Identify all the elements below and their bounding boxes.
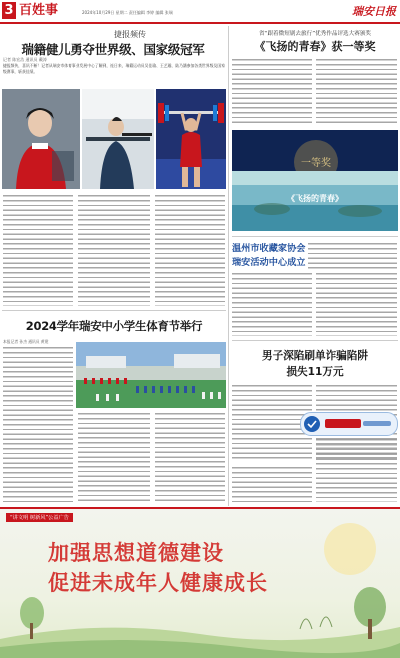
stage-award-text: 一等奖 (301, 158, 331, 169)
story3-body-col2 (316, 58, 397, 126)
story3-kicker: 省“跟着微短剧去旅行”优秀作品评选大赛颁奖 (258, 31, 372, 37)
story5-body-col3 (232, 466, 312, 502)
story2-byline: 本报记者 孙杰 通讯员 黄建 (3, 339, 49, 344)
story2-body-col1 (3, 346, 73, 502)
drama-title-caption: 《飞扬的青春》 (287, 193, 343, 203)
story1-kicker: 捷报频传 (114, 30, 146, 39)
photo-weightlifting (156, 89, 226, 189)
column-divider (228, 26, 229, 506)
story1-byline: 记者 陈宏浩 通讯员 戴涛 (3, 57, 47, 62)
story2-body-col3 (155, 412, 225, 502)
issue-meta: 2024年10月29日 星期二 责任编辑 李婷 编辑 张瑞 (82, 10, 173, 15)
story1-headline: 瑞籍健儿勇夺世界级、国家级冠军 (21, 42, 205, 57)
photo-shooting-range (82, 89, 154, 189)
weightlifting-photo-illustration (156, 89, 226, 189)
page-number: 3 (2, 2, 16, 19)
story5-headline-line2: 损失11万元 (286, 366, 344, 378)
ad-slogan-line2: 促进未成年人健康成长 (48, 570, 268, 595)
public-service-ad (0, 507, 400, 658)
story4-body-col0 (308, 242, 397, 270)
page-header (0, 0, 400, 24)
story5-body-col4 (316, 438, 397, 502)
story2-headline: 2024学年瑞安中小学生体育节举行 (25, 319, 203, 333)
anti-fraud-banner (300, 412, 398, 436)
story4-headline-line2: 瑞安活动中心成立 (232, 257, 306, 268)
newspaper-brand: 瑞安日报 (352, 5, 396, 18)
photo-sports-festival (76, 342, 226, 408)
story4-headline-line1: 温州市收藏家协会 (232, 243, 306, 254)
section-title: 百姓事 (19, 3, 59, 18)
story3-headline: 《飞扬的青春》获一等奖 (254, 40, 376, 53)
photo-drama-still (232, 171, 398, 231)
story1-lead: 捷报频传，喜讯不断！记者从瑞安市体育事业发展中心了解到，连日来，瑞籍运动员吴佳瑜、王艺璇、陆乃涵参加各类世界级及国家级赛事，斩获佳绩。 (3, 63, 225, 74)
story4-body-col1 (232, 272, 312, 336)
athlete-portrait-illustration (2, 89, 80, 189)
story1-body-col3 (155, 194, 225, 306)
story1-body-col1 (3, 194, 73, 306)
anti-fraud-logo-icon (301, 413, 397, 435)
story5-headline-line1: 男子深陷刷单诈骗陷阱 (262, 350, 368, 362)
photo-athlete-portrait (2, 89, 80, 189)
story4-body-col2 (316, 272, 397, 336)
divider (232, 340, 398, 341)
story2-body-col2 (78, 412, 150, 502)
sports-festival-illustration (76, 342, 226, 408)
story3-body-col1 (232, 58, 312, 126)
divider (232, 236, 398, 237)
ad-slogan-line1: 加强思想道德建设 (48, 540, 224, 565)
ad-tag: “讲文明 树新风”公益广告 (6, 513, 73, 522)
shooting-photo-illustration (82, 89, 154, 189)
story1-body-col2 (78, 194, 150, 306)
divider (2, 310, 226, 311)
